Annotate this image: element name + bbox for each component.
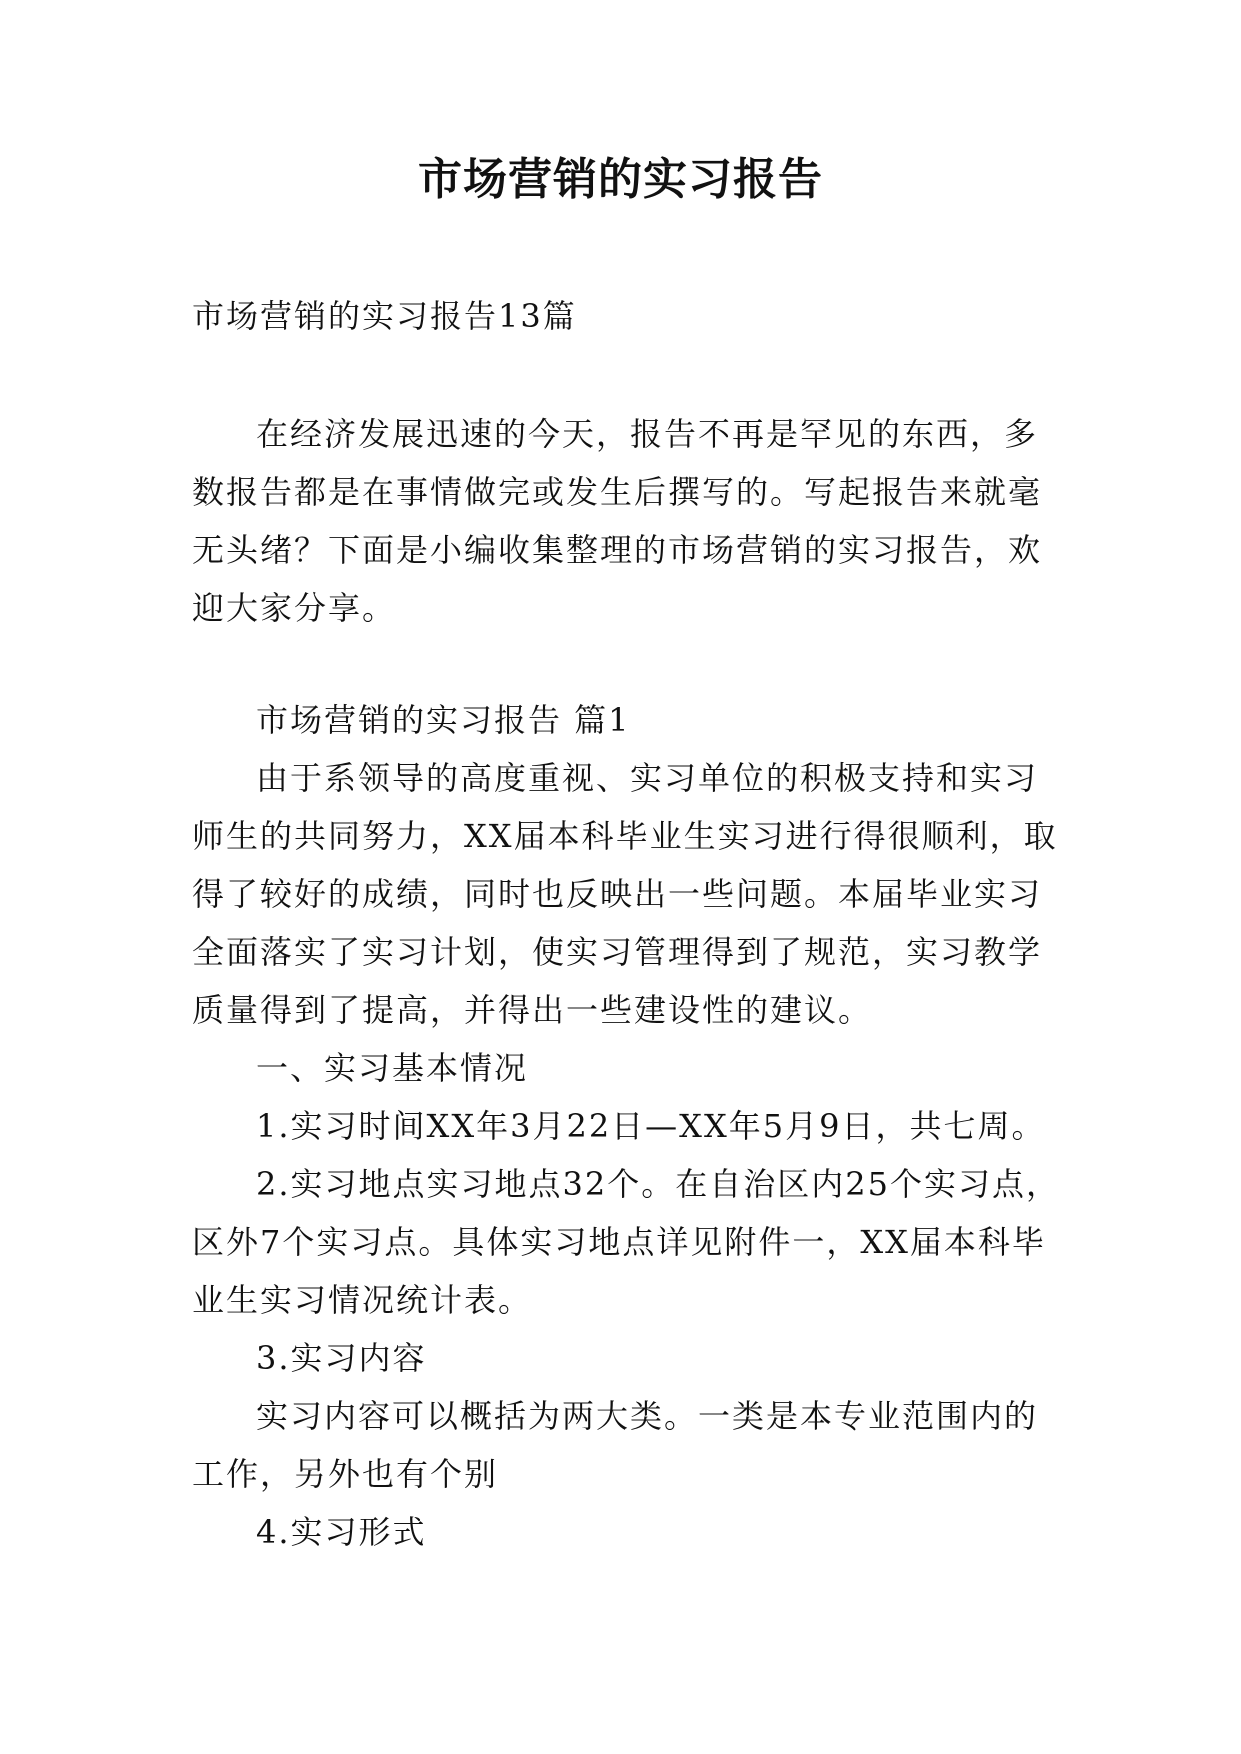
paragraph-internship-location: 2.实习地点实习地点32个。在自治区内25个实习点，区外7个实习点。具体实习地点详见附件一，XX届本科毕业生实习情况统计表。 [192, 1165, 1060, 1319]
heading-internship-content: 3.实习内容 [256, 1339, 427, 1377]
paragraph-overview: 由于系领导的高度重视、实习单位的积极支持和实习师生的共同努力，XX届本科毕业生实习进行得很顺利，取得了较好的成绩，同时也反映出一些问题。本届毕业实习全面落实了实习计划，使实习管理得到了规范，实习教学质量得到了提高，并得出一些建设性的建议。 [192, 759, 1058, 1029]
document-title: 市场营销的实习报告 [418, 154, 823, 205]
paragraph-internship-time: 1.实习时间XX年3月22日—XX年5月9日，共七周。 [256, 1107, 1046, 1145]
heading-internship-form: 4.实习形式 [256, 1513, 427, 1551]
document-subtitle: 市场营销的实习报告13篇 [192, 297, 577, 335]
paragraph-internship-content: 实习内容可以概括为两大类。一类是本专业范围内的工作，另外也有个别 [192, 1397, 1039, 1493]
section-heading: 市场营销的实习报告 篇1 [256, 701, 631, 739]
intro-paragraph: 在经济发展迅速的今天，报告不再是罕见的东西，多数报告都是在事情做完或发生后撰写的。写起报告来就毫无头绪？下面是小编收集整理的市场营销的实习报告，欢迎大家分享。 [192, 415, 1043, 627]
heading-basic-info: 一、实习基本情况 [256, 1049, 529, 1087]
section-1 [192, 691, 1068, 1561]
intro-section [192, 405, 1068, 637]
